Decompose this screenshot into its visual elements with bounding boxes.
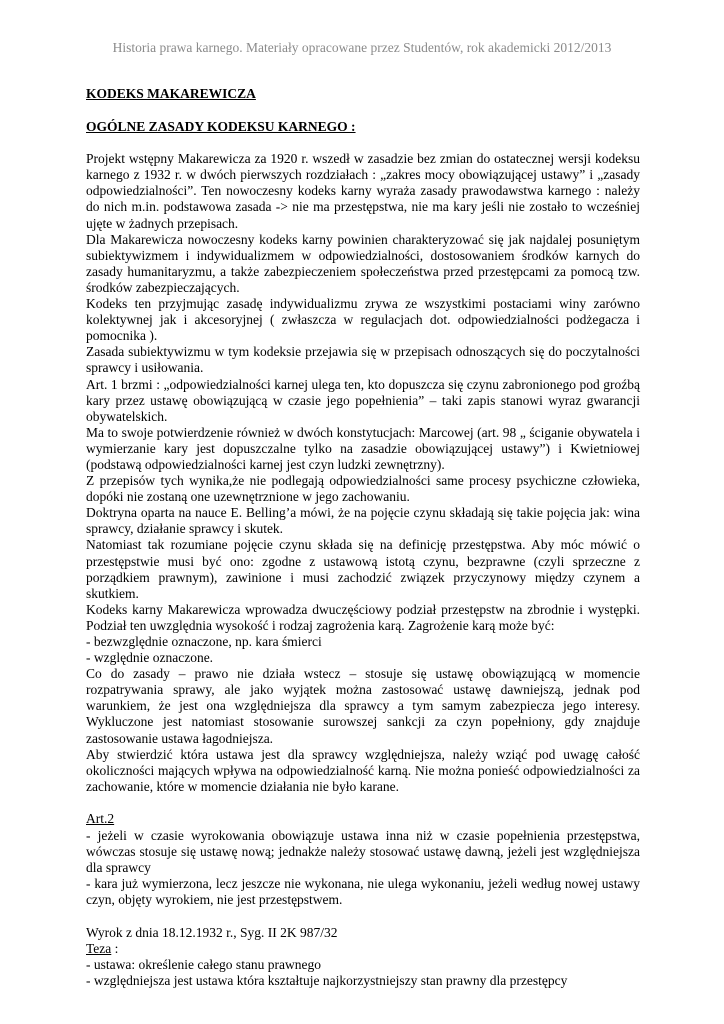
art2-heading: Art.2 (86, 811, 115, 827)
document-title: KODEKS MAKAREWICZA (86, 86, 256, 101)
paragraph: Kodeks karny Makarewicza wprowadza dwuczęściowy podział przestępstw na zbrodnie i występki. Podział ten uwzględnia wysokość i rodzaj zagrożenia karą. Zagrożenie karą może być: (86, 601, 640, 633)
art2-item: - kara już wymierzona, lecz jeszcze nie wykonana, nie ulega wykonaniu, jeżeli według nowej ustawy czyn, objęty wyrokiem, nie jest przestępstwem. (86, 875, 640, 907)
document-body (86, 86, 640, 989)
teza-item: - ustawa: określenie całego stanu prawnego (86, 956, 322, 972)
paragraph: Natomiast tak rozumiane pojęcie czynu składa się na definicję przestępstwa. Aby móc mówić o przestępstwie musi być ono: zgodne z ustawową istotą czynu, bezprawne (czyli sprzeczne z porządkiem prawnym), zawinione i musi zachodzić związek przyczynowy między czynem a skutkiem. (86, 537, 640, 601)
teza-label: Teza (86, 940, 112, 956)
list-item: - względnie oznaczone. (86, 650, 214, 666)
ruling-line: Wyrok z dnia 18.12.1932 r., Syg. II 2K 987/32 (86, 924, 338, 940)
page-header: Historia prawa karnego. Materiały opracowane przez Studentów, rok akademicki 2012/2013 (112, 40, 612, 55)
teza-item: - względniejsza jest ustawa która kształtuje najkorzystniejszy stan prawny dla przestępcy (86, 972, 568, 988)
paragraph: Art. 1 brzmi : „odpowiedzialności karnej ulega ten, kto dopuszcza się czynu zabronionego pod groźbą kary przez ustawę obowiązującą w czasie jego popełnienia” – taki zapis stanowi wyraz gwarancji obywatelskich. (86, 376, 640, 424)
paragraph: Ma to swoje potwierdzenie również w dwóch konstytucjach: Marcowej (art. 98 „ ściganie obywatela i wymierzanie kary jest dopuszczalne tylko na zasadzie obowiązującej ustawy”) i Kwietniowej (podstawą odpowiedzialności karnej jest czyn ludzki zewnętrzny). (86, 424, 640, 472)
paragraph: Co do zasady – prawo nie działa wstecz – stosuje się ustawę obowiązującą w momencie rozpatrywania sprawy, ale jako wyjątek można zastosować ustawę dawniejszą, jednak pod warunkiem, że jest ona względniejsza dla sprawcy a tym samym zabezpiecza jego interesy. Wykluczone jest natomiast stosowanie surowszej sankcji za czyn popełniony, gdy znajduje zastosowanie ustawa łagodniejsza. (86, 666, 640, 746)
paragraph: Aby stwierdzić która ustawa jest dla sprawcy względniejsza, należy wziąć pod uwagę całość okoliczności mających wpływa na odpowiedzialność karną. Nie można ponieść odpowiedzialności za zachowanie, które w momencie działania nie było karane. (86, 746, 640, 794)
paragraph: Kodeks ten przyjmując zasadę indywidualizmu zrywa ze wszystkimi postaciami winy zarówno kolektywnej jak i akcesoryjnej ( zwłaszcza w regulacjach dot. odpowiedzialności podżegacza i pomocnika ). (86, 296, 640, 344)
paragraph: Z przepisów tych wynika,że nie podlegają odpowiedzialności same procesy psychiczne człowieka, dopóki nie zostaną one uzewnętrznione w jego zachowaniu. (86, 473, 640, 505)
section-heading: OGÓLNE ZASADY KODEKSU KARNEGO : (86, 118, 356, 134)
paragraph: Zasada subiektywizmu w tym kodeksie przejawia się w przepisach odnoszących się do poczytalności sprawcy i usiłowania. (86, 344, 640, 376)
paragraph: Projekt wstępny Makarewicza za 1920 r. wszedł w zasadzie bez zmian do ostatecznej wersji kodeksu karnego z 1932 r. w dwóch pierwszych rozdziałach : „zakres mocy obowiązującej ustawy” i „zasady odpowiedzialności”. Ten nowoczesny kodeks karny wyraża zasady prawodawstwa karnego : należy do nich m.in. podstawowa zasada -> nie ma przestępstwa, nie ma kary jeśli nie zostało to wcześniej ujęte w żadnych przepisach. (86, 151, 640, 231)
teza-suffix: : (111, 940, 119, 956)
art2-item: - jeżeli w czasie wyrokowania obowiązuje ustawa inna niż w czasie popełnienia przestępstwa, wówczas stosuje się ustawę nową; jednakże należy stosować ustawę dawną, jeżeli jest względniejsza dla sprawcy (86, 827, 640, 875)
list-item: - bezwzględnie oznaczone, np. kara śmierci (86, 634, 322, 649)
teza-line (86, 941, 640, 957)
paragraph: Dla Makarewicza nowoczesny kodeks karny powinien charakteryzować się jak najdalej posuniętym subiektywizmem i indywidualizmem w odpowiedzialności, dostosowaniem środków karnych do zasady humanitaryzmu, a także zabezpieczeniem społeczeństwa przed przestępcami za pomocą tzw. środków zabezpieczających. (86, 231, 640, 295)
paragraph: Doktryna oparta na nauce E. Belling’a mówi, że na pojęcie czynu składają się takie pojęcia jak: wina sprawcy, działanie sprawcy i skutek. (86, 505, 640, 537)
